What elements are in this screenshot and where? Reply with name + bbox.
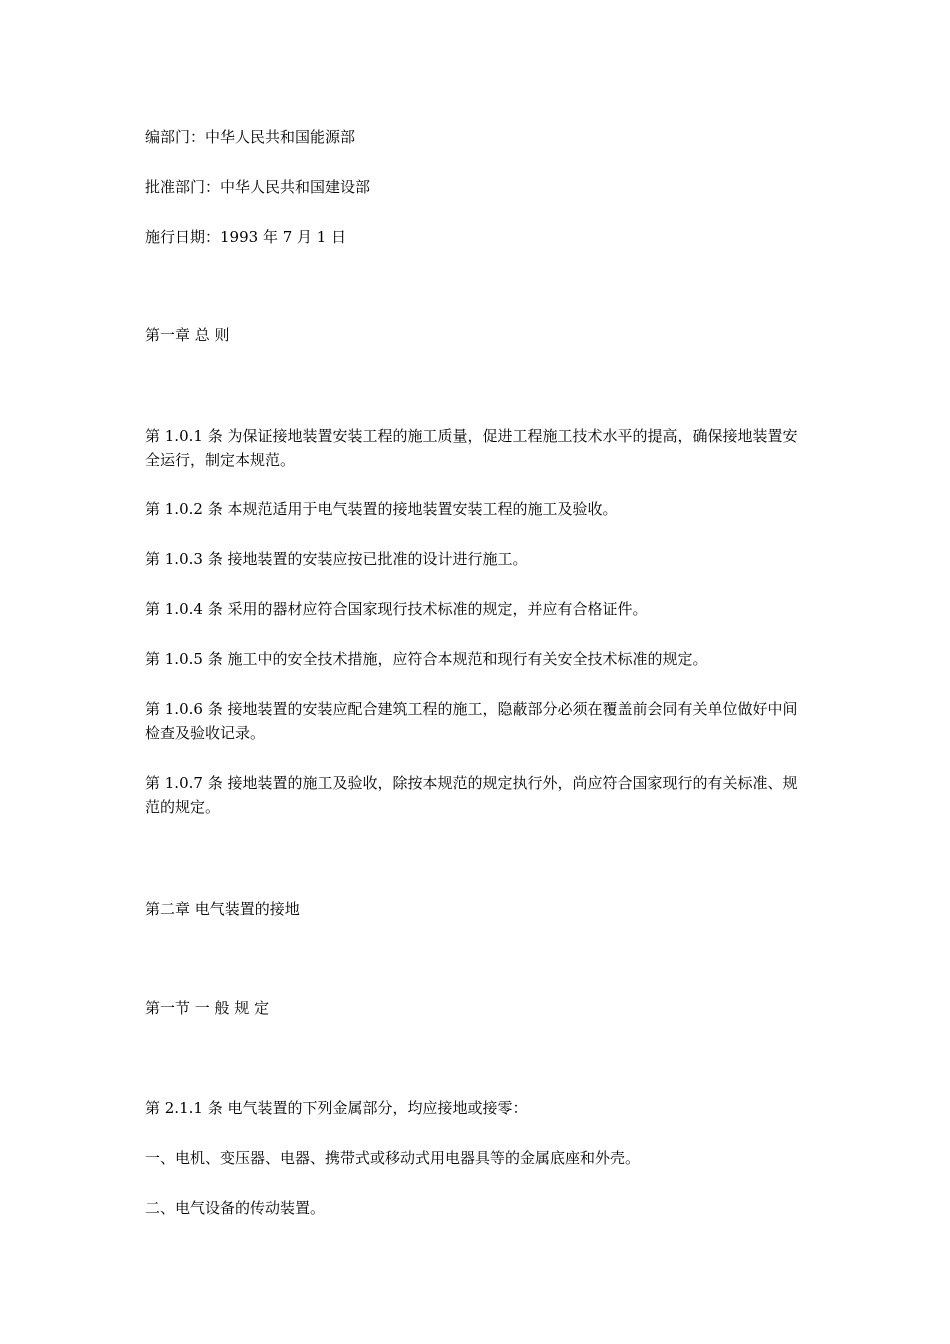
article-1-0-4: 第 1.0.4 条 采用的器材应符合国家现行技术标准的规定，并应有合格证件。	[145, 600, 648, 618]
article-2-1-1: 第 2.1.1 条 电气装置的下列金属部分，均应接地或接零：	[145, 1099, 528, 1117]
article-1-0-6: 第 1.0.6 条 接地装置的安装应配合建筑工程的施工，隐蔽部分必须在覆盖前会同有关单位做好中间检查及验收记录。	[145, 700, 798, 742]
article-1-0-1: 第 1.0.1 条 为保证接地装置安装工程的施工质量，促进工程施工技术水平的提高，确保接地装置安全运行，制定本规范。	[145, 427, 798, 469]
compile-department: 编部门：中华人民共和国能源部	[145, 128, 356, 146]
list-item-1: 一、电机、变压器、电器、携带式或移动式用电器具等的金属底座和外壳。	[145, 1149, 641, 1167]
effective-date: 施行日期：1993 年 7 月 1 日	[145, 228, 347, 246]
chapter-2-title: 第二章 电气装置的接地	[145, 900, 300, 918]
list-item-2: 二、电气设备的传动装置。	[145, 1199, 326, 1217]
chapter-1-title: 第一章 总 则	[145, 326, 230, 344]
article-1-0-5: 第 1.0.5 条 施工中的安全技术措施，应符合本规范和现行有关安全技术标准的规定。	[145, 650, 708, 668]
article-1-0-3: 第 1.0.3 条 接地装置的安装应按已批准的设计进行施工。	[145, 550, 528, 568]
section-1-title: 第一节 一 般 规 定	[145, 999, 270, 1017]
article-1-0-2: 第 1.0.2 条 本规范适用于电气装置的接地装置安装工程的施工及验收。	[145, 500, 618, 518]
approve-department: 批准部门：中华人民共和国建设部	[145, 178, 371, 196]
article-1-0-7: 第 1.0.7 条 接地装置的施工及验收，除按本规范的规定执行外，尚应符合国家现行的有关标准、规范的规定。	[145, 774, 798, 816]
